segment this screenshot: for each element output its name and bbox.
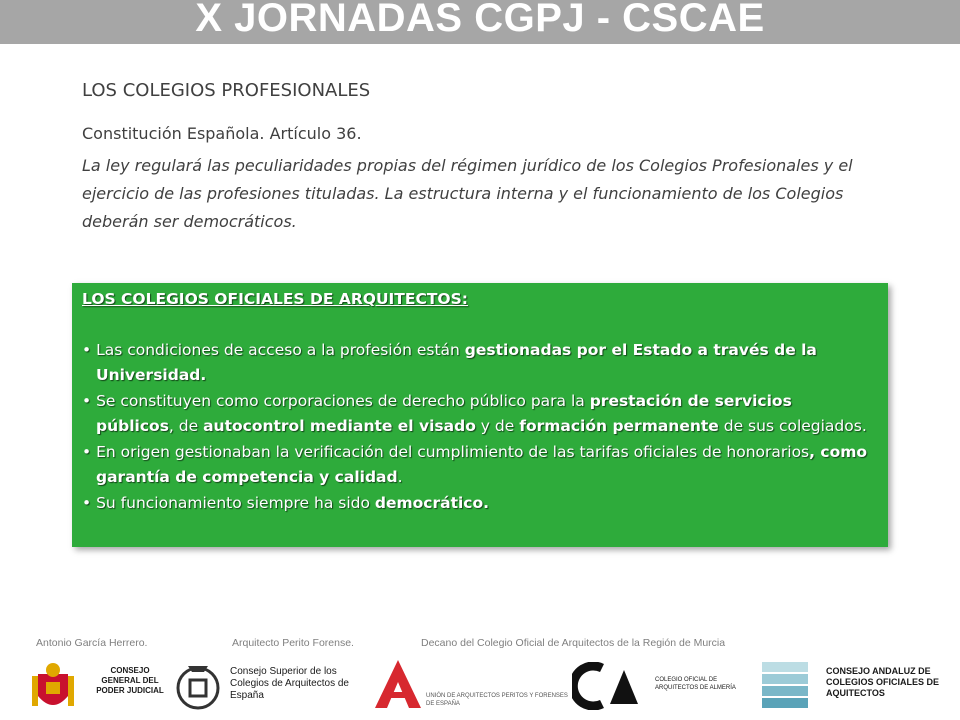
- bullet-corporations-end: de sus colegiados.: [718, 417, 867, 435]
- cscae-logo-text: Consejo Superior de los Colegios de Arquitectos de España: [230, 666, 349, 701]
- architects-colleges-box: [72, 283, 888, 547]
- footer-role: Arquitecto Perito Forense.: [232, 637, 354, 649]
- box-heading: LOS COLEGIOS OFICIALES DE ARQUITECTOS:: [82, 290, 468, 308]
- section-title: LOS COLEGIOS PROFESIONALES: [82, 80, 371, 101]
- consejo-andaluz-logo-icon: [762, 662, 808, 710]
- bullet-corporations-sep1: , de: [168, 417, 204, 435]
- bullet-corporations: • Se constituyen como corporaciones de derecho público para la prestación de servicios públicos, de autocontrol mediante el visado y de formación permanente de sus colegiados.: [82, 391, 867, 435]
- bullet-corporations-training: formación permanente: [519, 417, 719, 435]
- footer-position: Decano del Colegio Oficial de Arquitectos de la Región de Murcia: [421, 637, 726, 649]
- slide-title: X JORNADAS CGPJ - CSCAE: [195, 0, 765, 40]
- bullet-democratic-text: Su funcionamiento siempre ha sido: [96, 493, 375, 512]
- coa-almeria-logo-text: COLEGIO OFICIAL DE ARQUITECTOS DE ALMERÍA: [655, 677, 736, 691]
- article-body: La ley regulará las peculiaridades propias del régimen jurídico de los Colegios Profesionales y el ejercicio de las profesiones tituladas. La estructura interna y el funcionamiento de los Colegios deberán ser democráticos.: [82, 156, 853, 231]
- bullet-corporations-sep2: y de: [475, 417, 520, 435]
- bullet-fees-text: En origen gestionaban la verificación del cumplimiento de las tarifas oficiales de honorarios: [96, 442, 810, 461]
- bullet-access-text: Las condiciones de acceso a la profesión están: [96, 340, 465, 359]
- footer-logos: [0, 654, 960, 720]
- bullet-corporations-public-services: prestación de servicios públicos: [96, 391, 792, 435]
- box-content: [82, 287, 872, 516]
- footer-author: Antonio García Herrero.: [36, 637, 148, 649]
- article-title: Constitución Española. Artículo 36.: [82, 124, 362, 143]
- union-logo-text: UNIÓN DE ARQUITECTOS PERITOS Y FORENSES DE ESPAÑA: [426, 693, 568, 707]
- bullet-access-emphasis: gestionadas por el Estado a través de la Universidad.: [96, 340, 817, 384]
- bullet-democratic: • Su funcionamiento siempre ha sido democrático.: [82, 493, 490, 512]
- header-bar: [0, 0, 960, 44]
- bullet-fees: • En origen gestionaban la verificación del cumplimiento de las tarifas oficiales de honorarios, como garantía de competencia y calidad.: [82, 442, 868, 486]
- bullet-corporations-text: Se constituyen como corporaciones de derecho público para la: [96, 391, 590, 410]
- bullet-fees-emphasis: , como garantía de competencia y calidad: [96, 442, 868, 486]
- bullet-democratic-emphasis: democrático.: [374, 493, 490, 512]
- consejo-andaluz-logo-text: CONSEJO ANDALUZ DE COLEGIOS OFICIALES DE AQUITECTOS: [826, 666, 940, 698]
- bullet-fees-end: .: [397, 468, 403, 486]
- union-logo-icon: [373, 658, 423, 710]
- cscae-emblem-icon: [174, 660, 222, 714]
- bullet-access: • Las condiciones de acceso a la profesión están gestionadas por el Estado a través de la Universidad.: [82, 340, 817, 384]
- coa-almeria-logo-icon: [572, 662, 642, 710]
- cgpj-logo-text: CONSEJO GENERAL DEL PODER JUDICIAL: [96, 666, 164, 695]
- bullet-corporations-visado: autocontrol mediante el visado: [203, 417, 476, 435]
- cgpj-emblem-icon: [28, 660, 78, 716]
